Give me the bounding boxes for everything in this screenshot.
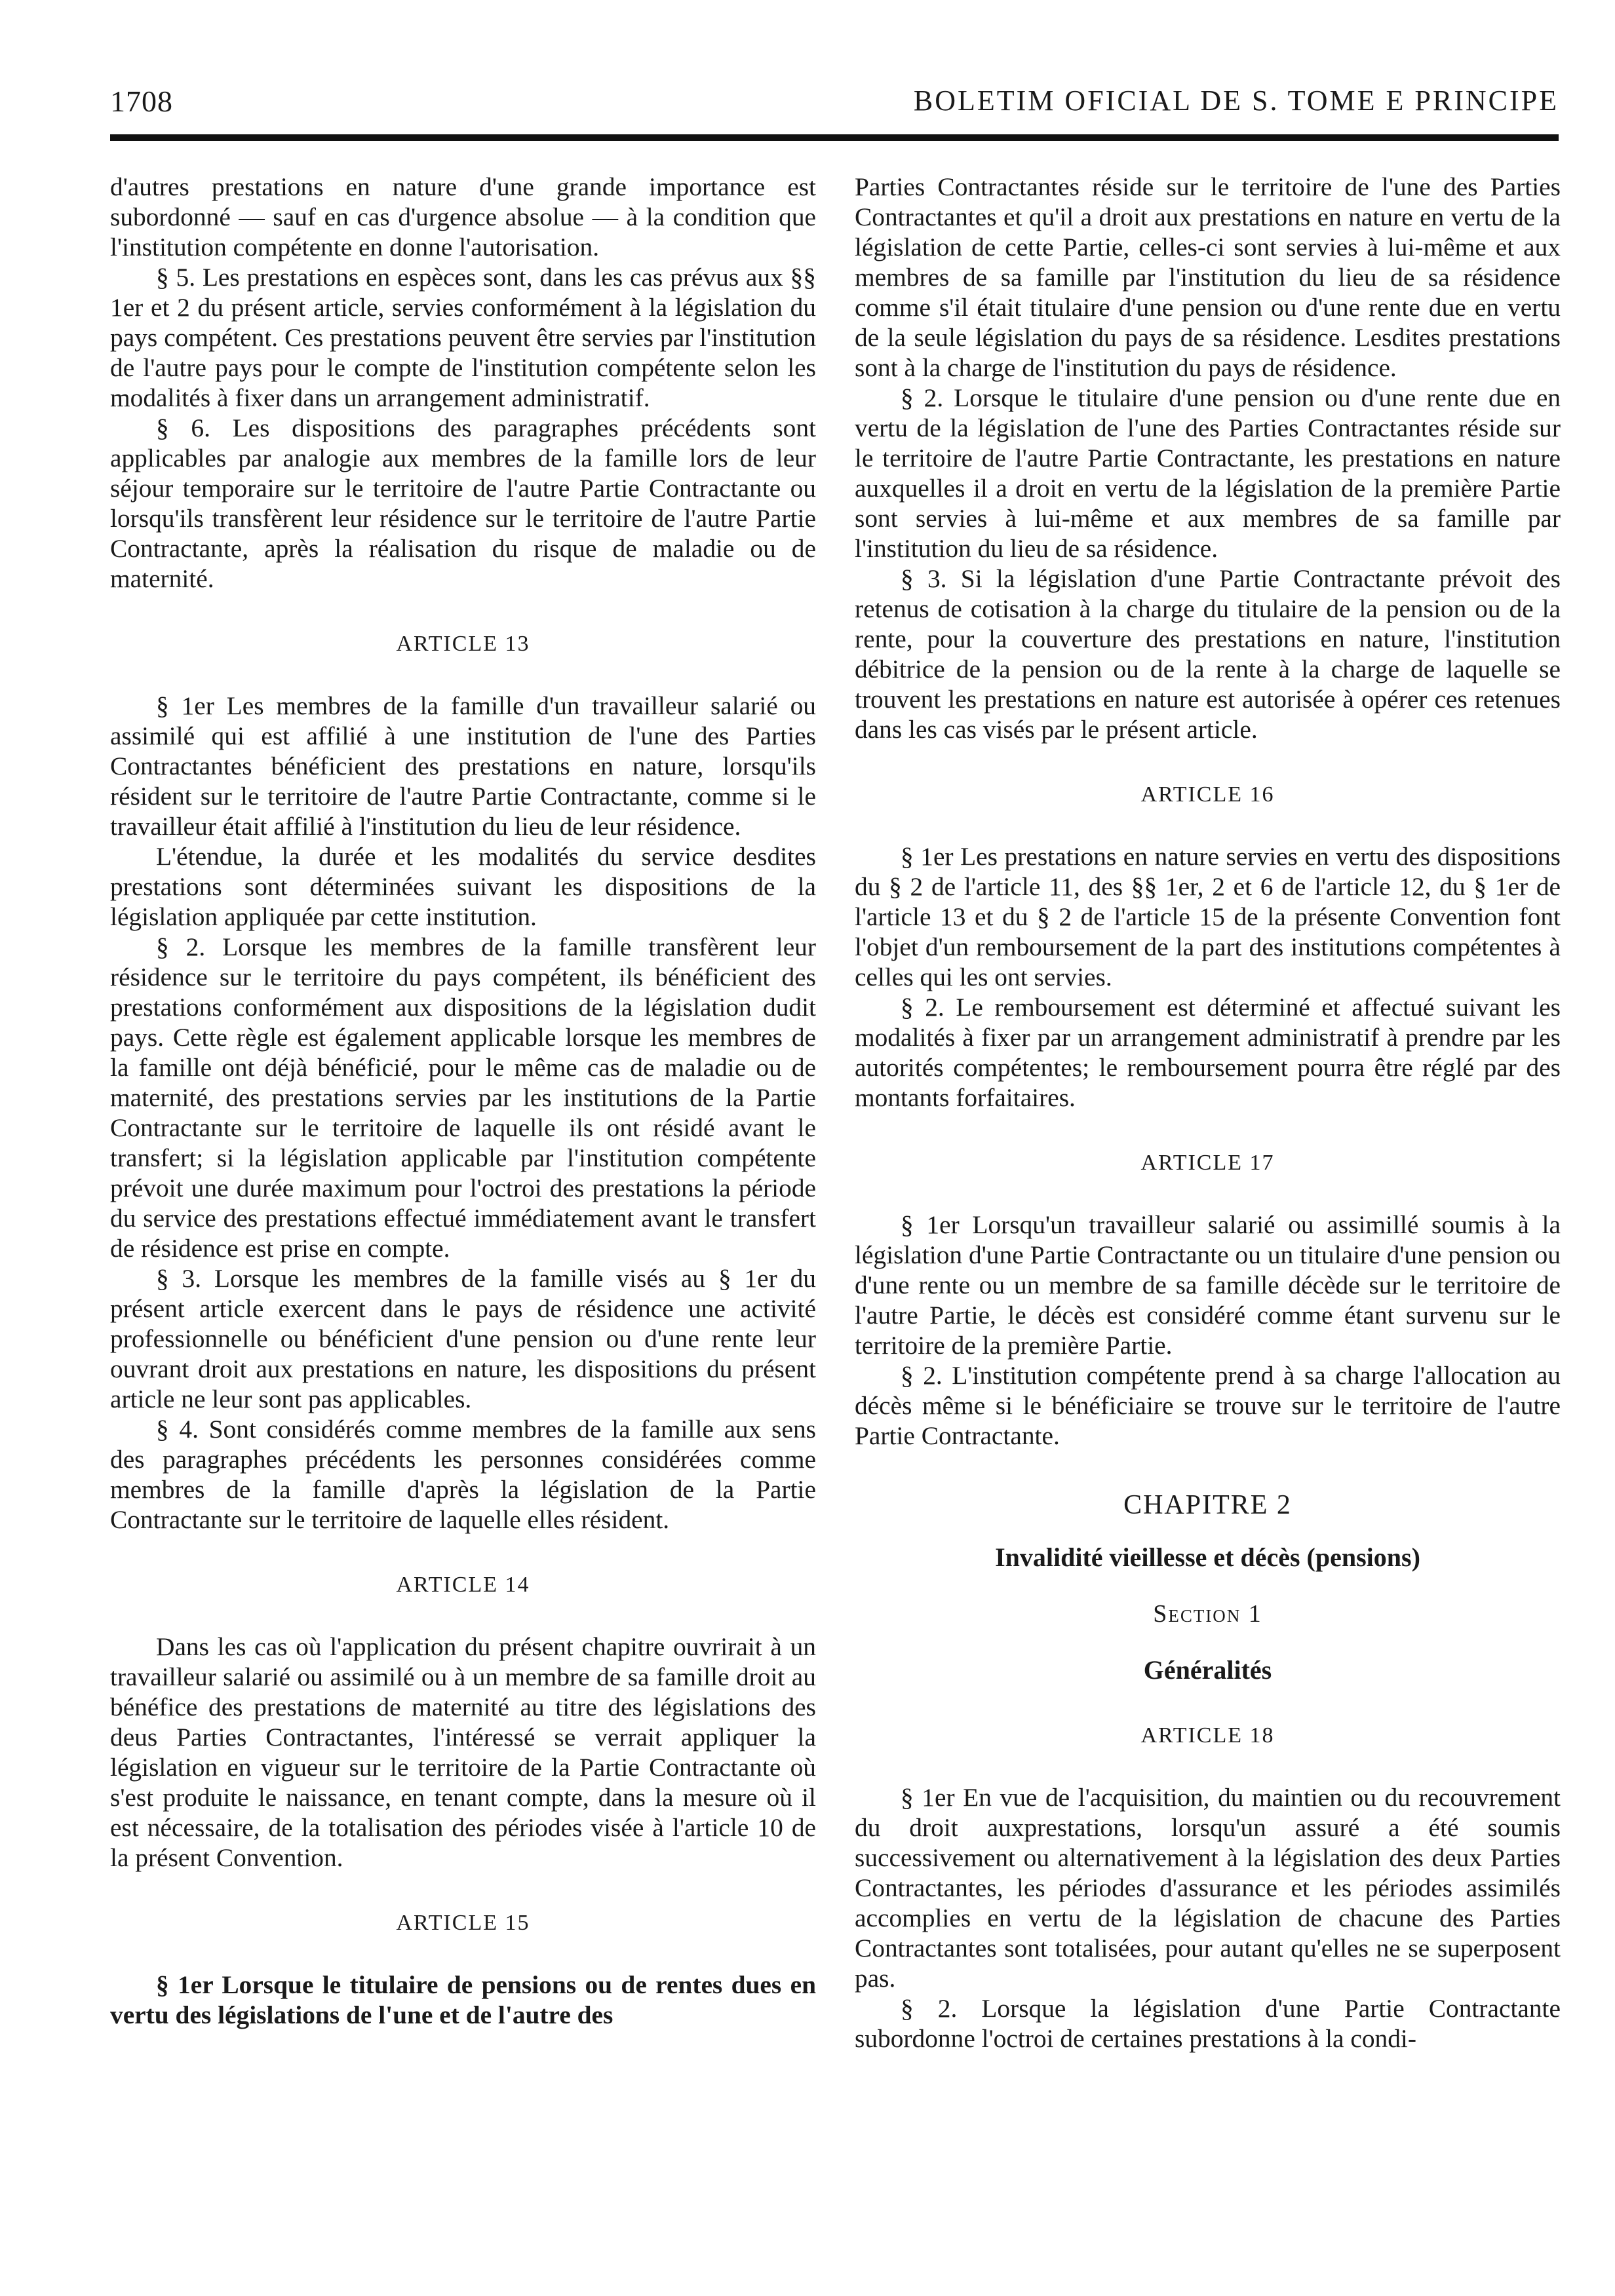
paragraph: § 3. Si la législation d'une Partie Contractante prévoit des retenus de cotisation à la charge du titulaire de la pension ou de la rente, pour la couverture des prestations en nature, l'institution débitrice de la pension ou de la rente à la charge de laquelle se trouvent les prestations en nature est autorisée à opérer ces retenues dans les cas visés par le présent article. [855, 564, 1561, 744]
article-16-heading: ARTICLE 16 [1140, 782, 1275, 807]
journal-title: BOLETIM OFICIAL DE S. TOME E PRINCIPE [913, 85, 1559, 117]
paragraph: § 5. Les prestations en espèces sont, dans les cas prévus aux §§ 1er et 2 du présent article, servies conformément à la législation du pays compétent. Ces prestations peuvent être servies par l'institution de l'autre pays pour le compte de l'institution compétente selon les modalités à fixer dans un arrangement administratif. [110, 263, 816, 412]
paragraph: § 6. Les dispositions des paragraphes précédents sont applicables par analogie aux membres de la famille lors de leur séjour temporaire sur le territoire de l'autre Partie Contractante ou lorsqu'ils transfèrent leur résidence sur le territoire de l'autre Partie Contractante, après la réalisation du risque de maladie ou de maternité. [110, 413, 816, 593]
article-15-heading: ARTICLE 15 [396, 1911, 530, 1935]
paragraph: § 2. Lorsque les membres de la famille transfèrent leur résidence sur le territoire du pays compétent, ils bénéficient des prestations conformément aux dispositions de la législation dudit pays. Cette règle est également applicable lorsque les membres de la famille ont déjà bénéficié, pour le même cas de maladie ou de maternité, des prestations servies par les institutions de la Partie Contractante sur le territoire de laquelle ils ont résidé avant le transfert; si la législation applicable par l'institution compétente prévoit une durée maximum pour l'octroi des prestations la période du service des prestations effectué immédiatement avant le transfert de résidence est prise en compte. [110, 932, 816, 1263]
paragraph: § 1er Lorsqu'un travailleur salarié ou assimillé soumis à la législation d'une Partie Contractante ou un titulaire d'une pension ou d'une rente ou un membre de sa famille décède sur le territoire de l'autre Partie, le décès est considéré comme étant survenu sur le territoire de la première Partie. [855, 1210, 1561, 1360]
paragraph: L'étendue, la durée et les modalités du service desdites prestations sont déterminées suivant les dispositions de la législation appliquée par cette institution. [110, 842, 816, 931]
left-column [110, 172, 816, 2030]
paragraph: Dans les cas où l'application du présent chapitre ouvrirait à un travailleur salarié ou assimilé ou à un membre de sa famille droit au bénéfice des prestations de maternité au titre des législations des deus Parties Contractantes, l'intéressé se verrait appliquer la législation en vigueur sur le territoire de la Partie Contractante où s'est produite le naissance, en tenant compte, dans la mesure où il est nécessaire, de la totalisation des périodes visée à l'article 10 de la présent Convention. [110, 1632, 816, 1872]
paragraph: § 2. Le remboursement est déterminé et affectué suivant les modalités à fixer par un arrangement administratif à prendre par les autorités compétentes; le remboursement pourra être réglé par des montants forfaitaires. [855, 993, 1561, 1112]
paragraph: § 2. L'institution compétente prend à sa charge l'allocation au décès même si le bénéficiaire se trouve sur le territoire de l'autre Partie Contractante. [855, 1361, 1561, 1450]
section-subtitle: Généralités [1143, 1655, 1272, 1685]
article-14-heading: ARTICLE 14 [396, 1573, 530, 1597]
paragraph: § 2. Lorsque la législation d'une Partie Contractante subordonne l'octroi de certaines prestations à la condi- [855, 1994, 1561, 2053]
article-17-heading: ARTICLE 17 [1140, 1151, 1275, 1175]
page-header [110, 77, 1559, 123]
paragraph: d'autres prestations en nature d'une grande importance est subordonné — sauf en cas d'urgence absolue — à la condition que l'institution compétente en donne l'autorisation. [110, 172, 816, 261]
article-18-heading: ARTICLE 18 [1140, 1723, 1275, 1748]
paragraph: § 3. Lorsque les membres de la famille visés au § 1er du présent article exercent dans le pays de résidence une activité professionnelle ou bénéficient d'une pension ou d'une rente leur ouvrant droit aux prestations en nature, les dispositions du présent article ne leur sont pas applicables. [110, 1264, 816, 1413]
page-number: 1708 [110, 85, 173, 118]
chapter-subtitle: Invalidité vieillesse et décès (pensions) [995, 1542, 1420, 1572]
paragraph: § 4. Sont considérés comme membres de la famille aux sens des paragraphes précédents les personnes considérées comme membres de la famille d'après la législation de la Partie Contractante sur le territoire de laquelle elles résident. [110, 1415, 816, 1534]
article-13-heading: ARTICLE 13 [396, 632, 530, 656]
header-rule [110, 134, 1559, 141]
paragraph: § 1er Les prestations en nature servies en vertu des dispositions du § 2 de l'article 11, des §§ 1er, 2 et 6 de l'article 12, du § 1er de l'article 13 et du § 2 de l'article 15 de la présente Convention font l'objet d'un remboursement de la part des institutions compétentes à celles qui les ont servies. [855, 842, 1561, 991]
chapter-heading: CHAPITRE 2 [1123, 1490, 1292, 1520]
paragraph: § 1er Lorsque le titulaire de pensions ou de rentes dues en vertu des législations de l'une et de l'autre des [110, 1970, 816, 2029]
paragraph: § 2. Lorsque le titulaire d'une pension ou d'une rente due en vertu de la législation de l'une des Parties Contractantes réside sur le territoire de l'autre Partie Contractante, les prestations en nature auxquelles il a droit en vertu de la législation de la première Partie sont servies à lui-même et aux membres de sa famille par l'institution du lieu de sa résidence. [855, 383, 1561, 563]
paragraph: § 1er Les membres de la famille d'un travailleur salarié ou assimilé qui est affilié à une institution de l'une des Parties Contractantes bénéficient des prestations en nature, lorsqu'ils résident sur le territoire de l'autre Partie Contractante, comme si le travailleur était affilié à l'institution du lieu de leur résidence. [110, 691, 816, 841]
right-column [855, 172, 1561, 2054]
paragraph: Parties Contractantes réside sur le territoire de l'une des Parties Contractantes et qu'il a droit aux prestations en nature en vertu de la législation de cette Partie, celles-ci sont servies à lui-même et aux membres de sa famille par l'institution du lieu de sa résidence comme s'il était titulaire d'une pension ou d'une rente due en vertu de la seule législation du pays de sa résidence. Lesdites prestations sont à la charge de l'institution du pays de résidence. [855, 172, 1561, 382]
section-heading: Section 1 [1153, 1600, 1262, 1628]
paragraph: § 1er En vue de l'acquisition, du maintien ou du recouvrement du droit auxprestations, lorsqu'un assuré a été soumis successivement ou alternativement à la législation des deux Parties Contractantes, les périodes d'assurance et les périodes assimilés accomplies en vertu de la législation de chacune des Parties Contractantes sont totalisées, pour autant qu'elles ne se superposent pas. [855, 1783, 1561, 1993]
